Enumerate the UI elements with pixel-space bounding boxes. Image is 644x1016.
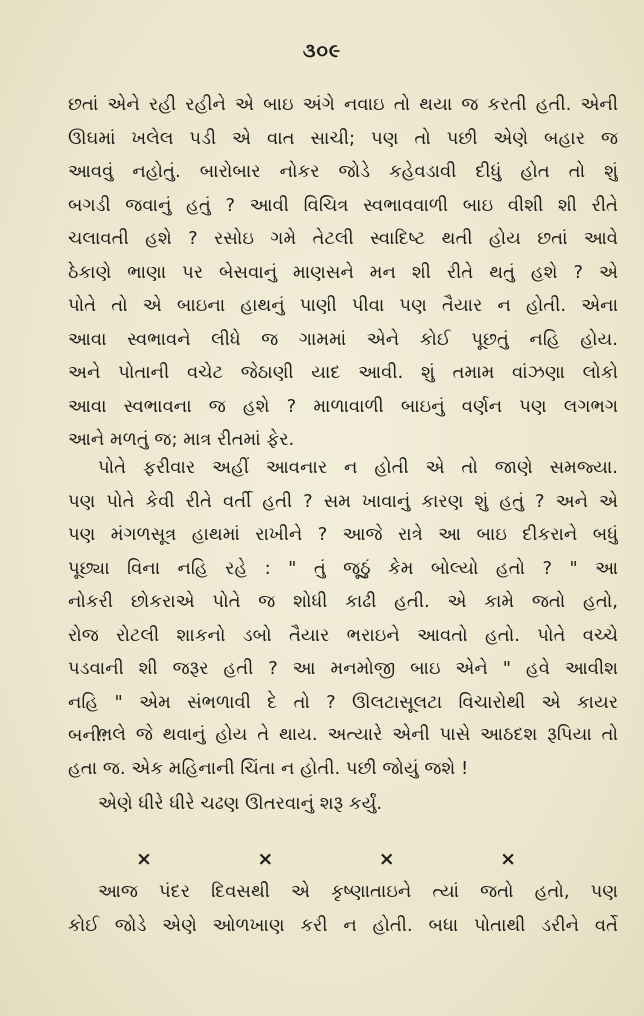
text-line: નહિ " એમ સંભળાવી દે તો ? ઊલટાસૂલટા વિચારોથી એ કાયર: [68, 691, 618, 713]
text-line: પોતે તો એ બાઇના હાથનું પાણી પીવા પણ તૈયાર ન હોતી. એના: [68, 295, 618, 316]
text-line: આવા સ્વભાવના જ હશે ? માળાવાળી બાઇનું વર્ણન પણ લગભગ: [68, 395, 618, 417]
text-line: આવા સ્વભાવને લીધે જ ગામમાં એને કોઈ પૂછતું નહિ હોય.: [68, 328, 618, 350]
text-line: નોકરી છોકરાએ પોતે જ શોધી કાઢી હતી. એ કામે જતો હતો,: [68, 591, 618, 612]
separator-mark: ×: [136, 848, 152, 870]
text-line: રોજ રોટલી શાકનો ડબો તૈયાર ભરાઇને આવતો હતો. પોતે વચ્ચે: [68, 624, 618, 646]
paragraph-1: [68, 88, 618, 457]
page-number: ૩૦૯: [302, 40, 342, 62]
separator-mark: ×: [500, 848, 516, 870]
text-line: આજ પંદર દિવસથી એ કૃષ્ણાતાઇને ત્યાં જતો હતો, પણ: [98, 881, 618, 902]
separator-mark: ×: [378, 848, 395, 870]
paragraph-4: [68, 787, 618, 821]
text-line: આને મળતું જ; માત્ર રીતમાં ફેર.: [68, 429, 295, 450]
text-line: ભલે જે થવાનું હોય તે થાય. અત્યારે એની પાસે આઠદશ રૂપિયા તો: [98, 724, 618, 745]
text-line: પડવાની શી જરૂર હતી ? આ મનમોજી બાઇ એને " હવે આવીશ: [68, 658, 618, 679]
section-separator: [136, 848, 516, 870]
text-line: ઊઘમાં ખલેલ પડી એ વાત સાચી; પણ તો પછી એણે બહાર જ: [68, 127, 618, 149]
text-line: બની.: [68, 725, 107, 746]
text-line: આવવું નહોતું. બારોબાર નોકર જોડે કહેવડાવી દીધું હોત તો શું: [68, 161, 618, 182]
paragraph-2: [68, 451, 618, 753]
text-line: પણ પોતે કેવી રીતે વર્તી હતી ? સમ ખાવાનું કારણ શું હતું ? અને એ: [68, 490, 618, 512]
paragraph-5: [68, 875, 618, 942]
text-line: હતા જ. એક મહિનાની ચિંતા ન હોતી. પછી જોયું જશે !: [68, 757, 469, 779]
text-line: છતાં એને રહી રહીને એ બાઇ અંગે નવાઇ તો થયા જ કરતી હતી. એની: [68, 94, 618, 115]
text-line: પોતે ફરીવાર અહીં આવનાર ન હોતી એ તો જાણે સમજ્યા.: [98, 457, 618, 478]
paragraph-3: [68, 718, 618, 785]
text-line: કોઈ જોડે એણે ઓળખાણ કરી ન હોતી. બધા પોતાથી ડરીને વર્તે: [68, 914, 618, 936]
text-line: એણે ધીરે ધીરે ચઢણ ઊતરવાનું શરૂ કર્યું.: [98, 793, 383, 814]
text-line: પૂછ્યા વિના નહિ રહે : " તું જૂઠું કેમ બોલ્યો હતો ? " આ: [68, 557, 618, 579]
separator-mark: ×: [257, 848, 274, 870]
text-line: અને પોતાની વચેટ જેઠાણી યાદ આવી. શું તમામ વાંઝણા લોકો: [68, 362, 618, 383]
text-line: ચલાવતી હશે ? રસોઇ ગમે તેટલી સ્વાદિષ્ટ થતી હોય છતાં આવે: [68, 228, 618, 249]
text-line: પણ મંગળસૂત્ર હાથમાં રાખીને ? આજે રાત્રે આ બાઇ દીકરાને બધું: [68, 524, 618, 545]
text-line: ઠેકાણે ભાણા પર બેસવાનું માણસને મન શી રીતે થતું હશે ? એ: [68, 261, 618, 283]
text-line: બગડી જવાનું હતું ? આવી વિચિત્ર સ્વભાવવાળી બાઇ વીશી શી રીતે: [68, 194, 618, 216]
